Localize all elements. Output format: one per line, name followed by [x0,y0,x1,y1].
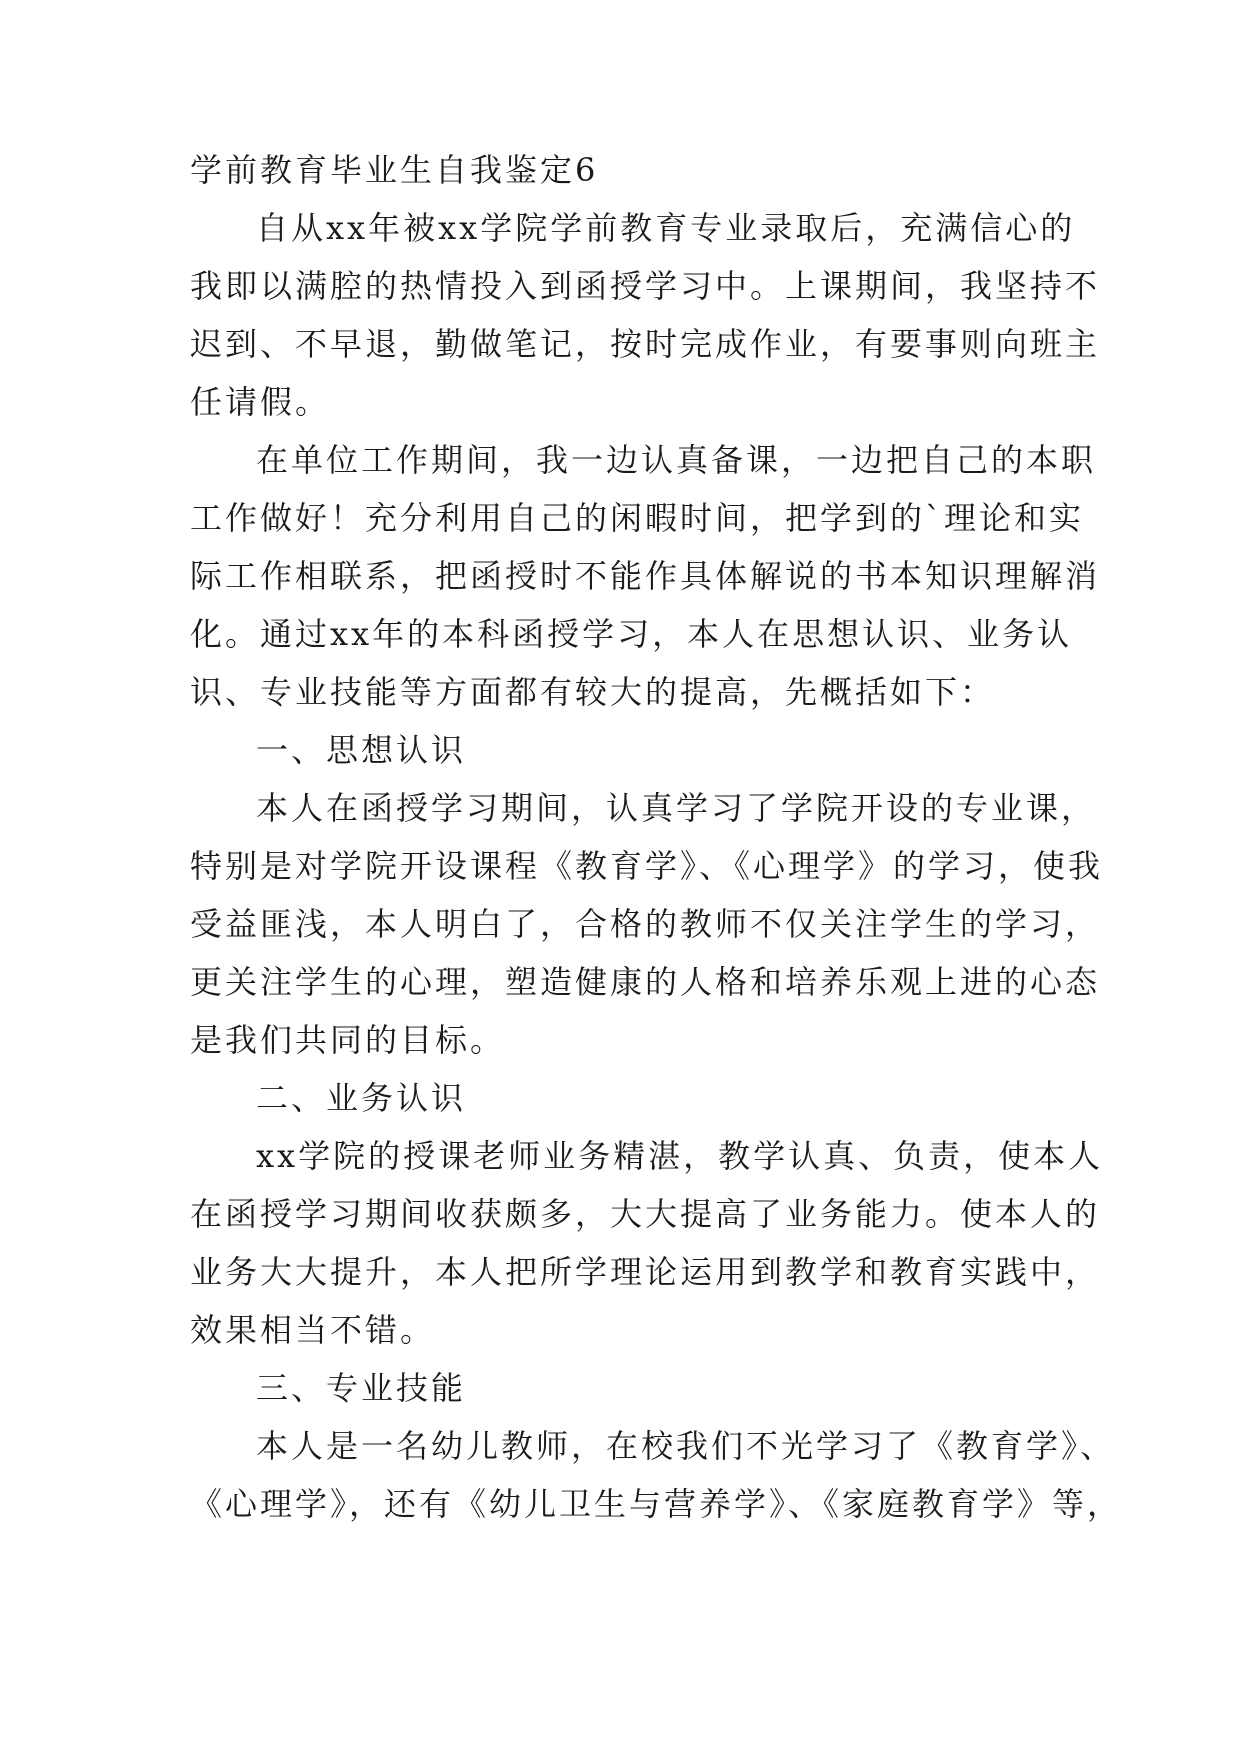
paragraph-line: 受益匪浅，本人明白了，合格的教师不仅关注学生的学习， [190,905,1101,943]
paragraph-line: 化。通过xx年的本科函授学习，本人在思想认识、业务认 [190,615,1073,653]
section-heading: 一、思想认识 [256,731,467,769]
paragraph-line: 特别是对学院开设课程《教育学》、《心理学》的学习，使我 [190,847,1104,885]
paragraph-line: 识、专业技能等方面都有较大的提高，先概括如下： [190,673,996,711]
paragraph-line: 效果相当不错。 [190,1311,436,1349]
paragraph-line: 是我们共同的目标。 [190,1021,506,1059]
paragraph-line: 际工作相联系，把函授时不能作具体解说的书本知识理解消 [190,557,1101,595]
paragraph-line: 更关注学生的心理，塑造健康的人格和培养乐观上进的心态 [190,963,1101,1001]
section-heading: 三、专业技能 [256,1369,467,1407]
document-title: 学前教育毕业生自我鉴定6 [190,151,599,189]
paragraph-line: 在函授学习期间收获颇多，大大提高了业务能力。使本人的 [190,1195,1101,1233]
paragraph-line: 工作做好！充分利用自己的闲暇时间，把学到的`理论和实 [190,499,1085,537]
paragraph-line: 本人在函授学习期间，认真学习了学院开设的专业课， [256,789,1097,827]
section-heading: 二、业务认识 [256,1079,467,1117]
paragraph-line: 任请假。 [190,383,331,421]
paragraph-line: 本人是一名幼儿教师，在校我们不光学习了《教育学》、 [256,1427,1116,1465]
paragraph-line: 业务大大提升，本人把所学理论运用到教学和教育实践中， [190,1253,1101,1291]
paragraph-line: 自从xx年被xx学院学前教育专业录取后，充满信心的 [256,209,1076,247]
paragraph-line: 在单位工作期间，我一边认真备课，一边把自己的本职 [256,441,1097,479]
paragraph-line: xx学院的授课老师业务精湛，教学认真、负责，使本人 [256,1137,1104,1175]
paragraph-line: 我即以满腔的热情投入到函授学习中。上课期间，我坚持不 [190,267,1101,305]
paragraph-line: 迟到、不早退，勤做笔记，按时完成作业，有要事则向班主 [190,325,1101,363]
paragraph-line: 《心理学》，还有《幼儿卫生与营养学》、《家庭教育学》等， [190,1485,1123,1523]
